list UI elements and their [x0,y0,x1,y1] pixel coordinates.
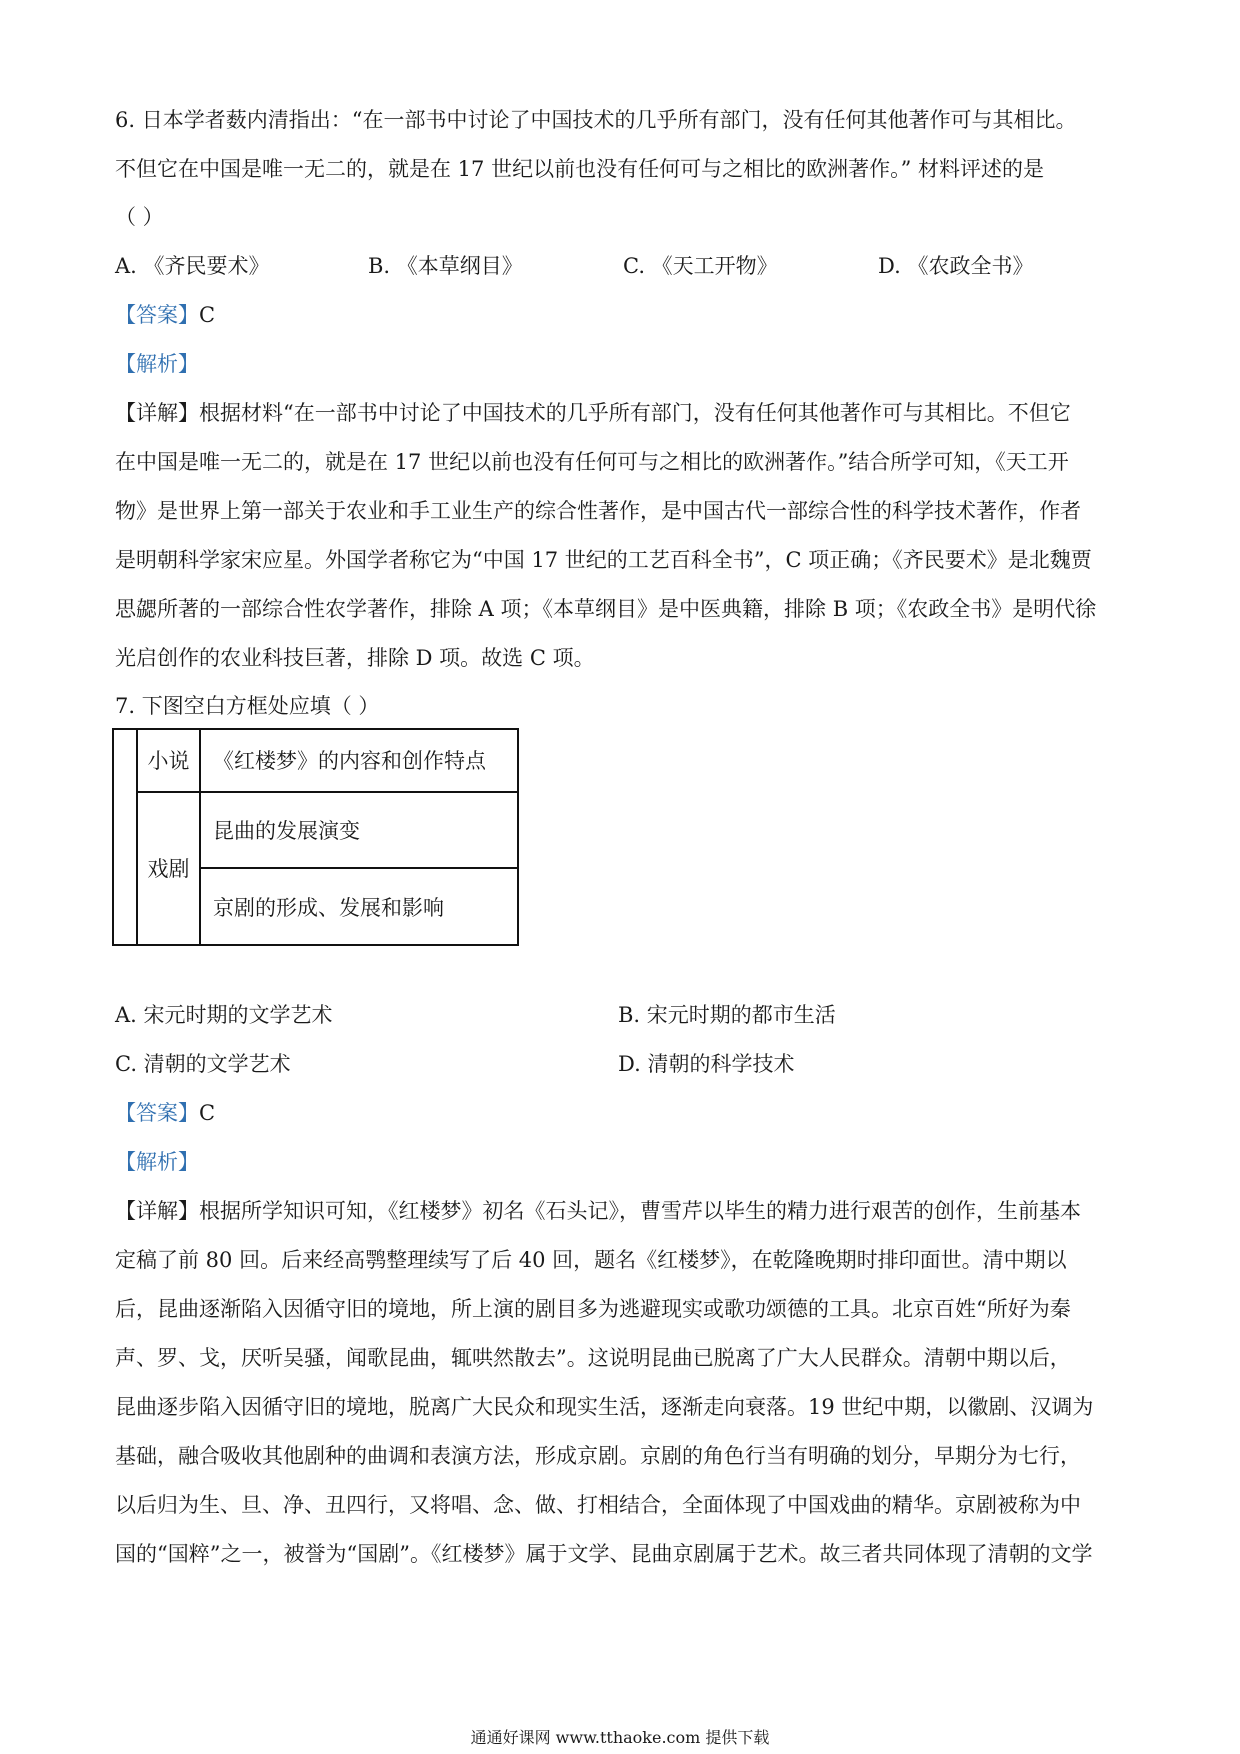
q6-answer [115,301,1125,329]
q6-option-c: C. 《天工开物》 [623,254,778,278]
q7-detail-line-6: 基础，融合吸收其他剧种的曲调和表演方法，形成京剧。京剧的角色行当有明确的划分，早期分为七行， [115,1444,1081,1468]
q7-detail-line-1 [115,1197,1125,1225]
q6-detail-line-2: 在中国是唯一无二的，就是在 17 世纪以前也没有任何可与之相比的欧洲著作。”结合所学可知，《天工开 [115,450,1069,474]
novel-content: 《红楼梦》的内容和创作特点 [200,729,518,792]
q6-detail-label: 【详解】 [115,401,199,425]
q6-detail-line-1 [115,399,1125,427]
q7-detail-line-4: 声、罗、戈，厌听吴骚，闻歌昆曲，辄哄然散去”。这说明昆曲已脱离了广大人民群众。清朝中期以后， [115,1346,1071,1370]
q7-detail-line-8: 国的“国粹”之一，被誉为“国剧”。《红楼梦》属于文学、昆曲京剧属于艺术。故三者共同体现了清朝的文学 [115,1542,1093,1566]
q7-answer-label: 【答案】 [115,1101,199,1125]
q7-detail-line-2: 定稿了前 80 回。后来经高鹗整理续写了后 40 回，题名《红楼梦》，在乾隆晚期时排印面世。清中期以 [115,1248,1067,1272]
q6-analysis-label: 【解析】 [115,352,199,376]
q6-detail-line-6: 光启创作的农业科技巨著，排除 D 项。故选 C 项。 [115,646,595,670]
q7-option-b: B. 宋元时期的都市生活 [618,1003,836,1027]
q7-diagram-table [112,728,519,946]
q7-stem: 7. 下图空白方框处应填（ ） [115,694,380,718]
q6-detail-line-3: 物》是世界上第一部关于农业和手工业生产的综合性著作，是中国古代一部综合性的科学技术著作，作者 [115,499,1081,523]
q7-detail-line-5: 昆曲逐步陷入因循守旧的境地，脱离广大民众和现实生活，逐渐走向衰落。19 世纪中期，以徽剧、汉调为 [115,1395,1094,1419]
q6-stem-line-1: 6. 日本学者薮内清指出：“在一部书中讨论了中国技术的几乎所有部门，没有任何其他著作可与其相比。 [115,108,1077,132]
q6-option-d: D. 《农政全书》 [878,254,1034,278]
q6-stem-line-3: （ ） [115,205,164,229]
q6-detail-text-1: 根据材料“在一部书中讨论了中国技术的几乎所有部门，没有任何其他著作可与其相比。不但它 [199,401,1071,425]
q7-option-d: D. 清朝的科学技术 [618,1052,795,1076]
drama-content-jingju: 京剧的形成、发展和影响 [200,868,518,945]
blank-box [113,729,137,945]
q6-option-b: B. 《本草纲目》 [368,254,523,278]
q6-detail-line-4: 是明朝科学家宋应星。外国学者称它为“中国 17 世纪的工艺百科全书”，C 项正确；《齐民要术》是北魏贾 [115,548,1092,572]
q6-stem-line-2: 不但它在中国是唯一无二的，就是在 17 世纪以前也没有任何可与之相比的欧洲著作。” 材料评述的是 [115,157,1044,181]
q7-detail-text-1: 根据所学知识可知，《红楼梦》初名《石头记》，曹雪芹以毕生的精力进行艰苦的创作，生前基本 [199,1199,1081,1223]
drama-category: 戏剧 [137,792,200,945]
q7-answer [115,1099,1125,1127]
drama-content-kunqu: 昆曲的发展演变 [200,792,518,869]
q6-option-a: A. 《齐民要术》 [115,254,270,278]
q7-detail-line-3: 后，昆曲逐渐陷入因循守旧的境地，所上演的剧目多为逃避现实或歌功颂德的工具。北京百姓“所好为秦 [115,1297,1071,1321]
q6-answer-label: 【答案】 [115,303,199,327]
novel-category: 小说 [137,729,200,792]
q7-option-c: C. 清朝的文学艺术 [115,1052,291,1076]
q7-detail-label: 【详解】 [115,1199,199,1223]
q6-answer-value: C [199,303,216,327]
q7-analysis-label: 【解析】 [115,1150,199,1174]
q6-detail-line-5: 思勰所著的一部综合性农学著作，排除 A 项；《本草纲目》是中医典籍，排除 B 项；《农政全书》是明代徐 [115,597,1097,621]
page-footer: 通通好课网 www.tthaoke.com 提供下载 [470,1728,770,1747]
q7-option-a: A. 宋元时期的文学艺术 [115,1003,333,1027]
q7-detail-line-7: 以后归为生、旦、净、丑四行，又将唱、念、做、打相结合，全面体现了中国戏曲的精华。京剧被称为中 [115,1493,1081,1517]
q7-answer-value: C [199,1101,216,1125]
